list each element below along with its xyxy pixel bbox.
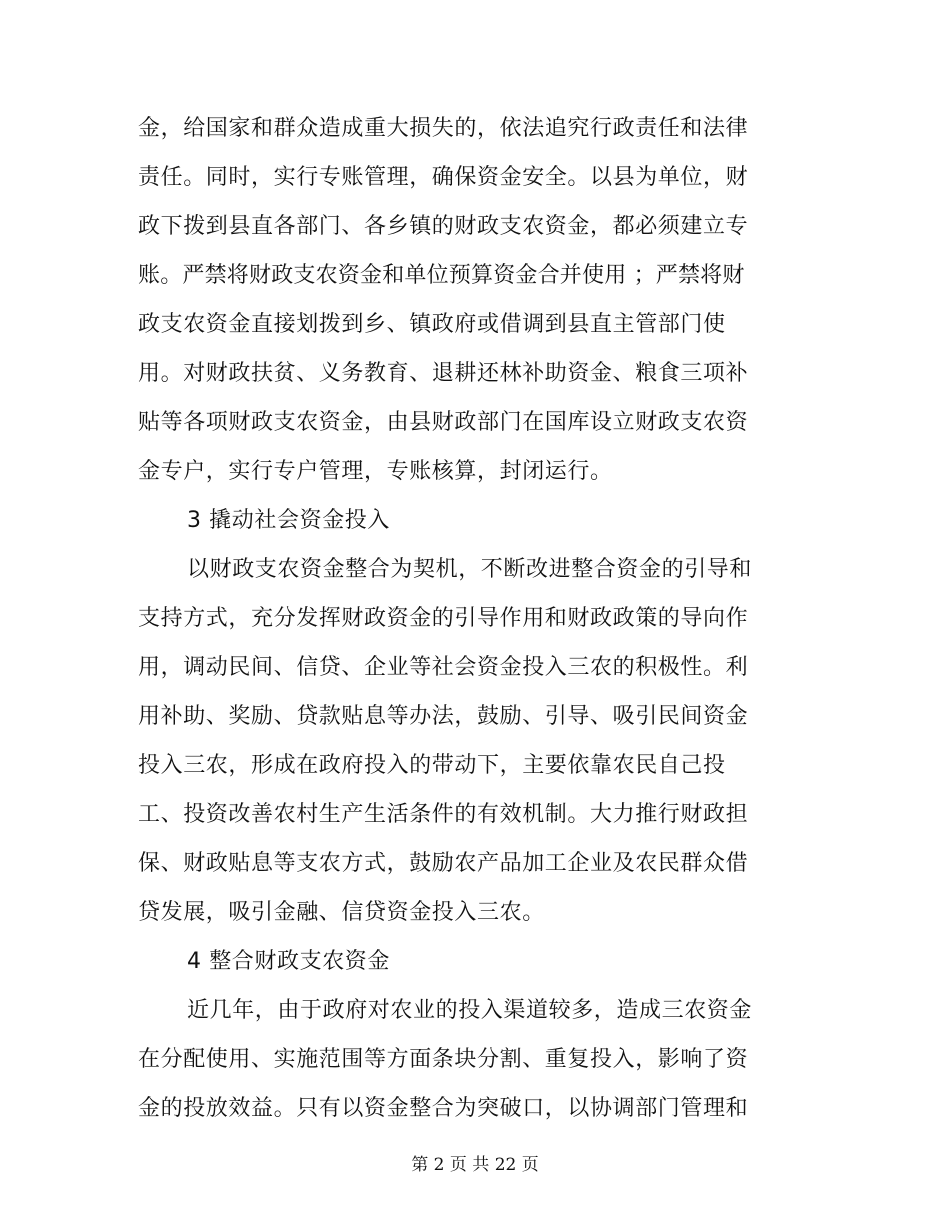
body-text-line: 用补助、奖励、贷款贴息等办法，鼓励、引导、吸引民间资金 (138, 704, 749, 729)
body-text-line: 金专户，实行专户管理，专账核算，封闭运行。 (138, 459, 613, 484)
body-text-line: 贷发展，吸引金融、信贷资金投入三农。 (138, 900, 545, 925)
body-text-line: 支持方式，充分发挥财政资金的引导作用和财政政策的导向作 (138, 606, 749, 631)
body-text-line: 政下拨到县直各部门、各乡镇的财政支农资金，都必须建立专 (138, 214, 749, 239)
body-text-line: 在分配使用、实施范围等方面条块分割、重复投入，影响了资 (138, 1047, 749, 1072)
page-number-footer: 第 2 页 共 22 页 (411, 1155, 539, 1175)
body-text-line: 保、财政贴息等支农方式，鼓励农产品加工企业及农民群众借 (138, 851, 749, 876)
body-text-line: 用，调动民间、信贷、企业等社会资金投入三农的积极性。利 (138, 655, 749, 680)
body-text-line: 用。对财政扶贫、义务教育、退耕还林补助资金、粮食三项补 (138, 361, 749, 386)
body-text-line: 责任。同时，实行专账管理，确保资金安全。以县为单位，财 (138, 165, 749, 190)
body-text-line: 贴等各项财政支农资金，由县财政部门在国库设立财政支农资 (138, 410, 749, 435)
body-text-line: 投入三农，形成在政府投入的带动下，主要依靠农民自己投 (138, 753, 726, 778)
body-text-line: 以财政支农资金整合为契机，不断改进整合资金的引导和 (187, 557, 753, 582)
body-text-line: 工、投资改善农村生产生活条件的有效机制。大力推行财政担 (138, 802, 749, 827)
section-heading: 4 整合财政支农资金 (187, 949, 390, 974)
body-text-line: 账。严禁将财政支农资金和单位预算资金合并使用 ；严禁将财 (138, 263, 745, 288)
body-text-line: 金，给国家和群众造成重大损失的，依法追究行政责任和法律 (138, 116, 749, 141)
body-text-line: 金的投放效益。只有以资金整合为突破口，以协调部门管理和 (138, 1096, 749, 1121)
section-heading: 3 撬动社会资金投入 (187, 508, 390, 533)
body-text-line: 政支农资金直接划拨到乡、镇政府或借调到县直主管部门使 (138, 312, 726, 337)
body-text-line: 近几年，由于政府对农业的投入渠道较多，造成三农资金 (187, 998, 753, 1023)
